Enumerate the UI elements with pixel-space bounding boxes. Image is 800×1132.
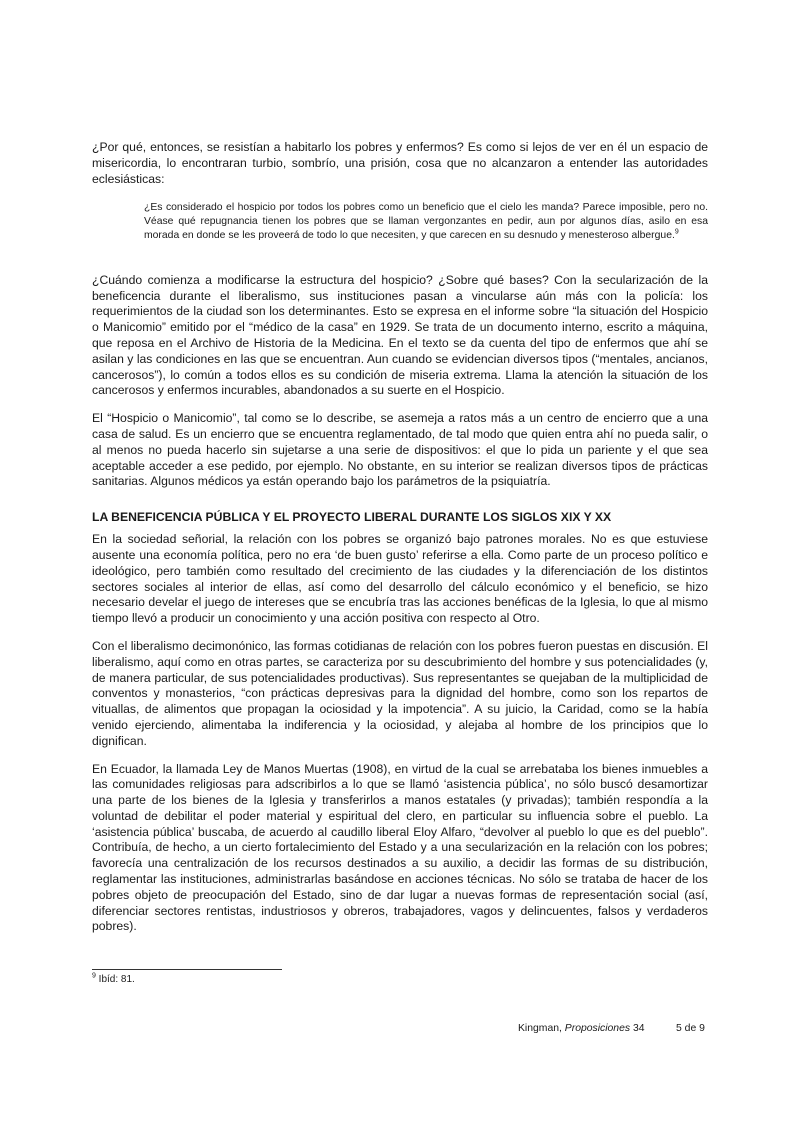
footnote-number: 9 [92, 972, 96, 980]
footnote [92, 974, 135, 985]
footnote-ref[interactable]: 9 [674, 228, 679, 236]
paragraph-hospicio-structure: ¿Cuándo comienza a modificarse la estructura del hospicio? ¿Sobre qué bases? Con la secularización de la beneficencia durante el liberalismo, sus instituciones pasan a vincularse aún más con la policía: los requerimientos de la ciudad son los determinantes. Esto se expresa en el informe sobre “la situación del Hospicio o Manicomio” emitido por el “médico de la casa” en 1929. Se trata de un documento interno, escrito a máquina, que reposa en el Archivo de Historia de la Medicina. En el texto se da cuenta del tipo de enfermos que ahí se asilan y las condiciones en las que se encuentran. Aun cuando se evidencian diversos tipos (“mentales, ancianos, cancerosos”), lo común a todos ellos es su condición de miseria extrema. Llama la atención la situación de los cancerosos y enfermos incurables, abandonados a su suerte en el Hospicio. [92, 272, 708, 398]
footnote-divider [92, 969, 282, 970]
page-number: 5 de 9 [676, 1023, 705, 1034]
footer-journal: Proposiciones [564, 1023, 631, 1034]
paragraph-liberalismo: Con el liberalismo decimonónico, las formas cotidianas de relación con los pobres fueron puestas en discusión. El liberalismo, aquí como en otras partes, se caracteriza por su descubrimiento del hombre y sus potencialidades (y, de manera particular, de sus potencialidades productivas). Sus representantes se quejaban de la multiplicidad de conventos y monasterios, “con prácticas depresivas para la dignidad del hombre, como son los repartos de vituallas, de alimentos que propagan la ociosidad y la impotencia”. A su juicio, la Caridad, como se la había venido ejerciendo, alimentaba la indiferencia y la ociosidad, y alejaba al hombre de los principios que lo dignifican. [92, 638, 708, 748]
footnote-text: Ibíd: 81. [95, 974, 135, 985]
block-quote [144, 201, 708, 242]
footer-author: Kingman, [518, 1023, 565, 1034]
paragraph-intro: ¿Por qué, entonces, se resistían a habitarlo los pobres y enfermos? Es como si lejos de ver en él un espacio de misericordia, lo encontraran turbio, sombrío, una prisión, cosa que no alcanzaron a entender las autoridades eclesiásticas: [92, 140, 708, 186]
paragraph-hospicio-manicomio: El “Hospicio o Manicomio”, tal como se lo describe, se asemeja a ratos más a un centro de encierro que a una casa de salud. Es un encierro que se encuentra reglamentado, de tal modo que quien entra ahí no pueda salir, o al menos no pueda hacerlo sin sujetarse a una serie de dispositivos: el que lo pida un pariente y el que sea aceptable acceder a ese pedido, por ejemplo. No obstante, en su interior se realizan diversos tipos de prácticas sanitarias. Algunos médicos ya están operando bajo los parámetros de la psiquiatría. [92, 411, 708, 489]
paragraph-sociedad-senorial: En la sociedad señorial, la relación con los pobres se organizó bajo patrones morales. No es que estuviese ausente una economía política, pero no era ‘de buen gusto’ referirse a ella. Como parte de un proceso político e ideológico, pero también como resultado del crecimiento de las ciudades y la diferenciación de los distintos sectores sociales al interior de ellas, así como del desarrollo del cálculo económico y el beneficio, se hizo necesario develar el juego de intereses que se encubría tras las acciones benéficas de la Iglesia, lo que al mismo tiempo llevó a producir un conocimiento y una acción positiva con respecto al Otro. [92, 532, 708, 626]
page-body [92, 140, 708, 947]
footer-issue: 34 [630, 1023, 645, 1034]
paragraph-ecuador: En Ecuador, la llamada Ley de Manos Muertas (1908), en virtud de la cual se arrebataba los bienes inmuebles a las comunidades religiosas para adscribirlos a lo que se llamó ‘asistencia pública’, no sólo buscó desamortizar una parte de los bienes de la Iglesia y transferirlos a manos estatales (y privadas); también respondía a la voluntad de debilitar el poder material y espiritual del clero, en particular su influencia sobre el pueblo. La ‘asistencia pública’ buscaba, de acuerdo al caudillo liberal Eloy Alfaro, “devolver al pueblo lo que es del pueblo”. Contribuía, de hecho, a un cierto fortalecimiento del Estado y a una secularización en la relación con los pobres; favorecía una centralización de los recursos destinados a su auxilio, a decidir las formas de su distribución, reglamentar las instituciones, administrarlas basándose en acciones técnicas. No sólo se trataba de hacer de los pobres objeto de preocupación del Estado, sino de dar lugar a nuevas formas de representación social (así, diferenciar sectores rentistas, industriosos y obreros, trabajadores, vagos y delincuentes, falsos y verdaderos pobres). [92, 761, 708, 934]
section-heading: LA BENEFICENCIA PÚBLICA Y EL PROYECTO LIBERAL DURANTE LOS SIGLOS XIX Y XX [92, 510, 612, 525]
footer-citation [518, 1023, 645, 1034]
block-quote-text: ¿Es considerado el hospicio por todos los pobres como un beneficio que el cielo les manda? Parece imposible, pero no. Véase qué repugnancia tienen los pobres que se llaman vergonzantes en pedir, aun por algunos días, asilo en esa morada en donde se les proveerá de todo lo que necesiten, y que carecen en su desnudo y menesteroso albergue. [144, 202, 708, 241]
